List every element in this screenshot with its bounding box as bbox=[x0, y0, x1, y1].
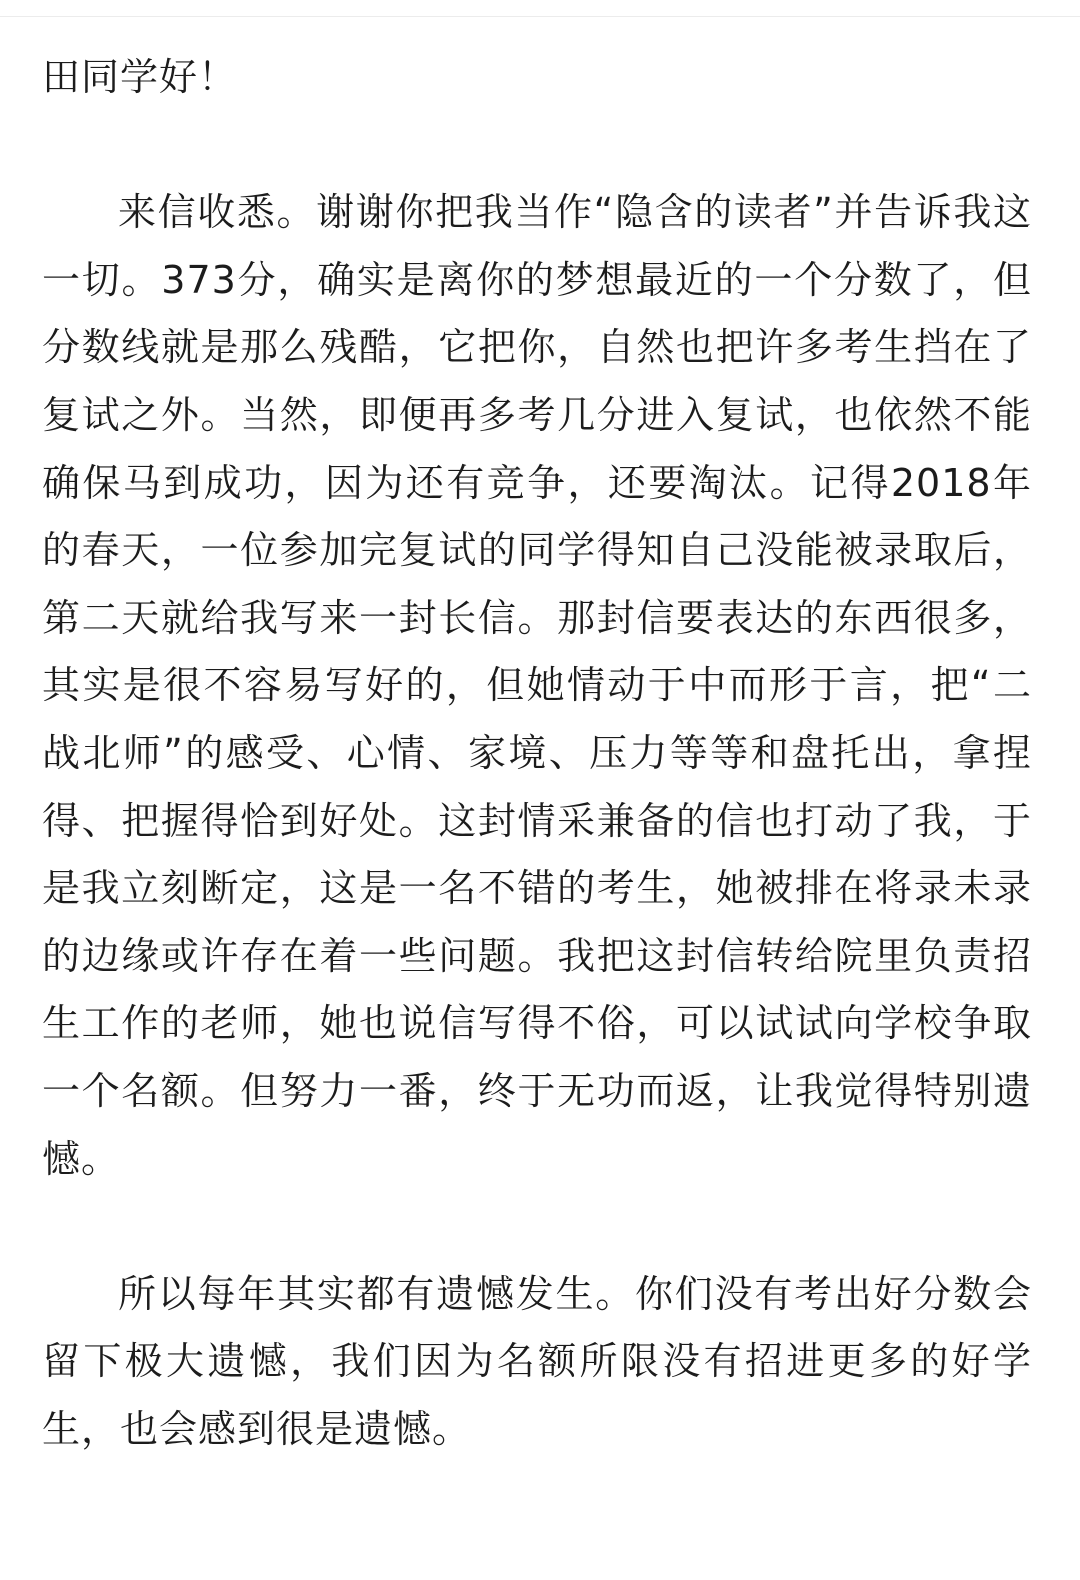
letter-paragraph: 来信收悉。谢谢你把我当作“隐含的读者”并告诉我这一切。373分，确实是离你的梦想最近的一个分数了，但分数线就是那么残酷，它把你，自然也把许多考生挡在了复试之外。当然，即便再多考几分进入复试，也依然不能确保马到成功，因为还有竞争，还要淘汰。记得2018年的春天，一位参加完复试的同学得知自己没能被录取后，第二天就给我写来一封长信。那封信要表达的东西很多，其实是很不容易写好的，但她情动于中而形于言，把“二战北师”的感受、心情、家境、压力等等和盘托出，拿捏得、把握得恰到好处。这封情采兼备的信也打动了我，于是我立刻断定，这是一名不错的考生，她被排在将录未录的边缘或许存在着一些问题。我把这封信转给院里负责招生工作的老师，她也说信写得不俗，可以试试向学校争取一个名额。但努力一番，终于无功而返，让我觉得特别遗憾。 bbox=[42, 190, 1032, 1181]
top-divider bbox=[0, 16, 1080, 17]
letter-paragraph: 所以每年其实都有遗憾发生。你们没有考出好分数会留下极大遗憾，我们因为名额所限没有招进更多的好学生，也会感到很是遗憾。 bbox=[42, 1271, 1032, 1451]
letter-body bbox=[42, 44, 1032, 1463]
letter-greeting: 田同学好！ bbox=[42, 55, 238, 99]
